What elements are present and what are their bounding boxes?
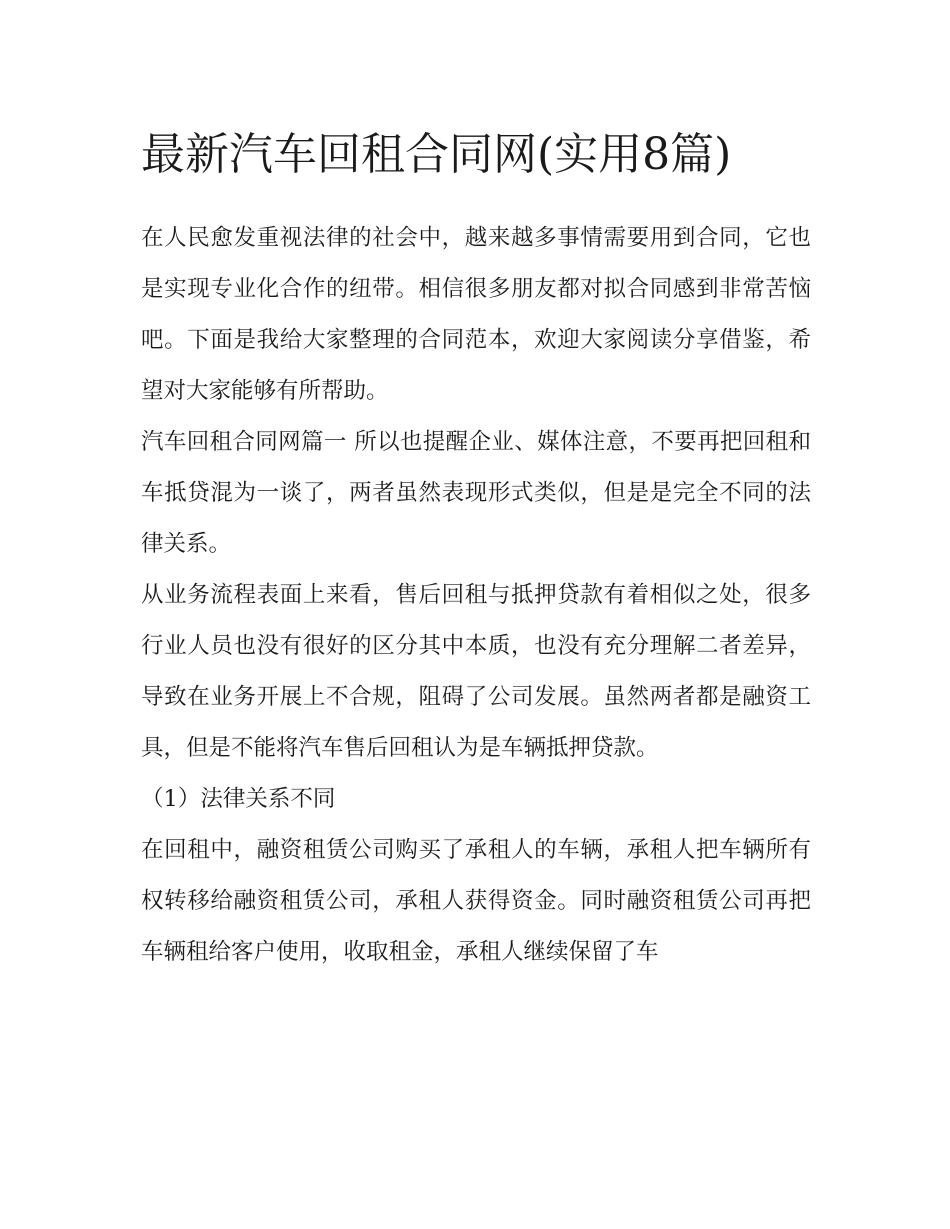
subheading-legal-relation: （1）法律关系不同 <box>141 786 336 812</box>
paragraph-intro: 在人民愈发重视法律的社会中，越来越多事情需要用到合同，它也是实现专业化合作的纽带。相信很多朋友都对拟合同感到非常苦恼吧。下面是我给大家整理的合同范本，欢迎大家阅读分享借鉴，希望对大家能够有所帮助。 <box>141 225 811 404</box>
paragraph-section-one: 汽车回租合同网篇一 所以也提醒企业、媒体注意，不要再把回租和车抵贷混为一谈了，两者虽然表现形式类似，但是是完全不同的法律关系。 <box>141 429 811 557</box>
document-title: 最新汽车回租合同网(实用8篇) <box>141 129 732 180</box>
paragraph-business-process: 从业务流程表面上来看，售后回租与抵押贷款有着相似之处，很多行业人员也没有很好的区分其中本质，也没有充分理解二者差异，导致在业务开展上不合规，阻碍了公司发展。虽然两者都是融资工具，但是不能将汽车售后回租认为是车辆抵押贷款。 <box>141 582 811 761</box>
paragraph-leaseback: 在回租中，融资租赁公司购买了承租人的车辆，承租人把车辆所有权转移给融资租赁公司，承租人获得资金。同时融资租赁公司再把车辆租给客户使用，收取租金，承租人继续保留了车 <box>141 837 811 965</box>
document-page <box>141 115 811 978</box>
